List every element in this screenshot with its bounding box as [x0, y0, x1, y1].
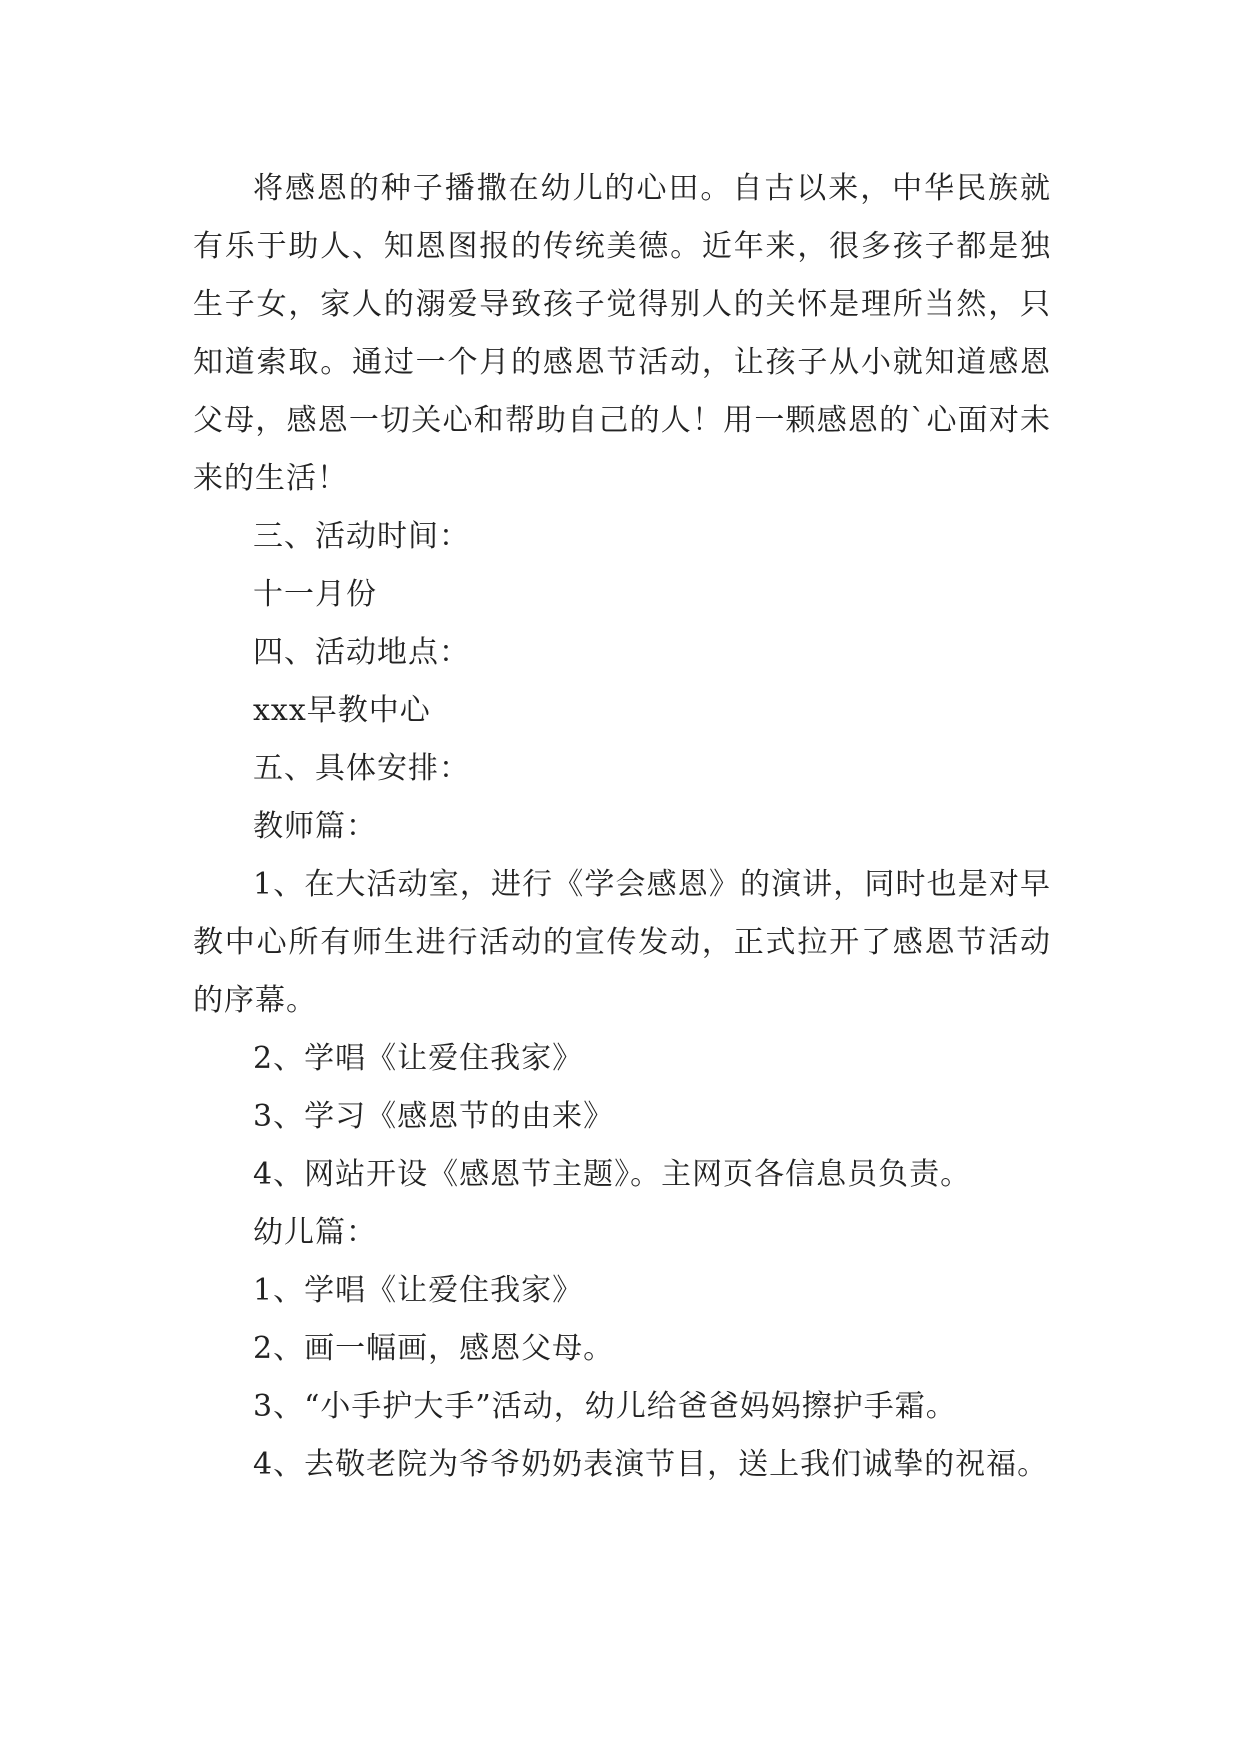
section-heading-time: 三、活动时间： — [253, 519, 470, 554]
teacher-item-4: 4、网站开设《感恩节主题》。主网页各信息员负责。 — [253, 1157, 972, 1192]
section-heading-arrangement: 五、具体安排： — [253, 751, 470, 786]
child-section-heading: 幼儿篇： — [253, 1215, 377, 1250]
child-item-2: 2、画一幅画，感恩父母。 — [253, 1331, 615, 1366]
teacher-item-2: 2、学唱《让爱住我家》 — [253, 1041, 584, 1076]
section-heading-location: 四、活动地点： — [253, 635, 470, 670]
child-item-3: 3、“小手护大手”活动，幼儿给爸爸妈妈擦护手霜。 — [253, 1389, 957, 1424]
activity-location-value: xxx早教中心 — [253, 693, 431, 728]
child-item-4: 4、去敬老院为爷爷奶奶表演节目，送上我们诚挚的祝福。 — [253, 1447, 1049, 1482]
child-item-1: 1、学唱《让爱住我家》 — [253, 1273, 584, 1308]
document-body — [193, 160, 1051, 1494]
teacher-item-3: 3、学习《感恩节的由来》 — [253, 1099, 615, 1134]
activity-time-value: 十一月份 — [253, 577, 377, 612]
teacher-section-heading: 教师篇： — [253, 809, 377, 844]
intro-paragraph: 将感恩的种子播撒在幼儿的心田。自古以来，中华民族就有乐于助人、知恩图报的传统美德。近年来，很多孩子都是独生子女，家人的溺爱导致孩子觉得别人的关怀是理所当然，只知道索取。通过一个月的感恩节活动，让孩子从小就知道感恩父母，感恩一切关心和帮助自己的人！用一颗感恩的`心面对未来的生活！ — [193, 171, 1051, 496]
teacher-item-1: 1、在大活动室，进行《学会感恩》的演讲，同时也是对早教中心所有师生进行活动的宣传发动，正式拉开了感恩节活动的序幕。 — [193, 867, 1051, 1018]
